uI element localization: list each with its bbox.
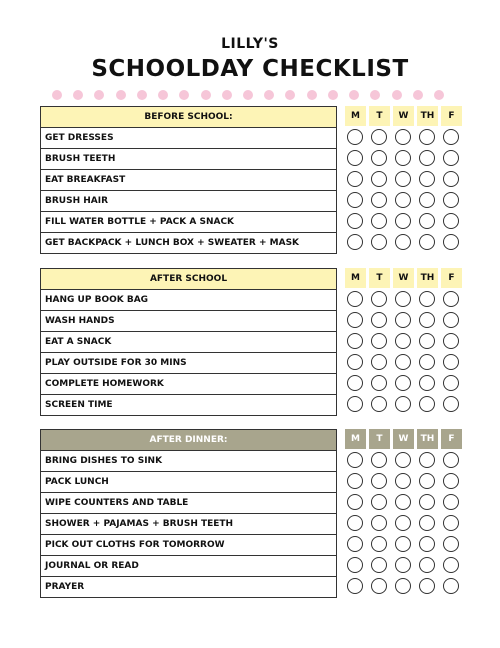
task-label: EAT A SNACK <box>40 331 337 352</box>
task-label: PLAY OUTSIDE FOR 30 MINS <box>40 352 337 373</box>
day-header-w: W <box>393 268 414 288</box>
day-header-f: F <box>441 268 462 288</box>
task-label: GET DRESSES <box>40 127 337 148</box>
decorative-dot <box>392 90 402 100</box>
checkbox-circle-t[interactable] <box>371 557 387 573</box>
checkbox-circle-f[interactable] <box>443 557 459 573</box>
checkbox-circle-m[interactable] <box>347 234 363 250</box>
checkbox-circle-t[interactable] <box>371 312 387 328</box>
decorative-dot <box>285 90 295 100</box>
checkbox-circle-f[interactable] <box>443 515 459 531</box>
checkbox-circle-f[interactable] <box>443 213 459 229</box>
day-header-th: TH <box>417 268 438 288</box>
checkbox-circle-f[interactable] <box>443 171 459 187</box>
checkbox-circle-w[interactable] <box>395 213 411 229</box>
checkbox-circle-t[interactable] <box>371 213 387 229</box>
checkbox-circle-f[interactable] <box>443 312 459 328</box>
checkbox-circle-w[interactable] <box>395 396 411 412</box>
checkbox-circle-m[interactable] <box>347 354 363 370</box>
section-after-dinner <box>40 429 462 597</box>
day-header-w: W <box>393 106 414 126</box>
checkbox-circle-t[interactable] <box>371 452 387 468</box>
checkbox-circle-th[interactable] <box>419 354 435 370</box>
checkbox-circle-f[interactable] <box>443 473 459 489</box>
decorative-dot <box>179 90 189 100</box>
decorative-dot <box>264 90 274 100</box>
task-label: PICK OUT CLOTHS FOR TOMORROW <box>40 534 337 555</box>
checkbox-circle-t[interactable] <box>371 536 387 552</box>
section-header <box>40 268 462 289</box>
decorative-dot <box>434 90 444 100</box>
task-label: GET BACKPACK + LUNCH BOX + SWEATER + MASK <box>40 232 337 254</box>
checkbox-circle-t[interactable] <box>371 396 387 412</box>
checkbox-circle-m[interactable] <box>347 192 363 208</box>
checkbox-circle-th[interactable] <box>419 515 435 531</box>
task-row <box>40 331 462 352</box>
checkbox-circle-m[interactable] <box>347 557 363 573</box>
task-row <box>40 555 462 576</box>
task-row <box>40 450 462 471</box>
task-row <box>40 352 462 373</box>
section-title: AFTER SCHOOL <box>40 268 337 289</box>
checkbox-circle-th[interactable] <box>419 312 435 328</box>
task-label: PRAYER <box>40 576 337 598</box>
checkbox-circle-th[interactable] <box>419 557 435 573</box>
task-label: BRING DISHES TO SINK <box>40 450 337 471</box>
checkbox-circle-t[interactable] <box>371 515 387 531</box>
checkbox-circle-m[interactable] <box>347 452 363 468</box>
checkbox-circle-m[interactable] <box>347 396 363 412</box>
task-label: EAT BREAKFAST <box>40 169 337 190</box>
checkbox-circle-th[interactable] <box>419 473 435 489</box>
checkbox-circle-w[interactable] <box>395 192 411 208</box>
checkbox-circle-th[interactable] <box>419 375 435 391</box>
checkbox-circle-m[interactable] <box>347 291 363 307</box>
section-before-school <box>40 106 462 253</box>
checkbox-circle-m[interactable] <box>347 375 363 391</box>
checkbox-circle-f[interactable] <box>443 333 459 349</box>
checkbox-circle-th[interactable] <box>419 234 435 250</box>
day-header-w: W <box>393 429 414 449</box>
decorative-dot <box>222 90 232 100</box>
section-title: BEFORE SCHOOL: <box>40 106 337 127</box>
decorative-dot <box>349 90 359 100</box>
checkbox-circle-t[interactable] <box>371 150 387 166</box>
checkbox-circle-t[interactable] <box>371 494 387 510</box>
checkbox-circle-f[interactable] <box>443 578 459 594</box>
task-label: WIPE COUNTERS AND TABLE <box>40 492 337 513</box>
task-label: HANG UP BOOK BAG <box>40 289 337 310</box>
checkbox-circle-f[interactable] <box>443 396 459 412</box>
decorative-dot <box>413 90 423 100</box>
task-row <box>40 492 462 513</box>
checkbox-circle-f[interactable] <box>443 150 459 166</box>
checkbox-circle-t[interactable] <box>371 171 387 187</box>
checkbox-circle-t[interactable] <box>371 375 387 391</box>
checkbox-circle-w[interactable] <box>395 312 411 328</box>
checkbox-circle-w[interactable] <box>395 557 411 573</box>
checkbox-circle-m[interactable] <box>347 213 363 229</box>
section-header <box>40 106 462 127</box>
checkbox-circle-w[interactable] <box>395 578 411 594</box>
checkbox-circle-m[interactable] <box>347 536 363 552</box>
day-header-m: M <box>345 429 366 449</box>
decorative-dot <box>243 90 253 100</box>
day-header-m: M <box>345 268 366 288</box>
decorative-dot-row <box>52 90 444 100</box>
checkbox-circle-w[interactable] <box>395 234 411 250</box>
decorative-dot <box>94 90 104 100</box>
checkbox-circle-th[interactable] <box>419 452 435 468</box>
task-row <box>40 169 462 190</box>
section-title: AFTER DINNER: <box>40 429 337 450</box>
task-label: FILL WATER BOTTLE + PACK A SNACK <box>40 211 337 232</box>
checkbox-circle-m[interactable] <box>347 515 363 531</box>
decorative-dot <box>328 90 338 100</box>
decorative-dot <box>116 90 126 100</box>
checkbox-circle-t[interactable] <box>371 129 387 145</box>
checklist-name: LILLY'S <box>221 36 279 52</box>
day-header-th: TH <box>417 429 438 449</box>
decorative-dot <box>73 90 83 100</box>
task-label: WASH HANDS <box>40 310 337 331</box>
checkbox-circle-w[interactable] <box>395 375 411 391</box>
task-row <box>40 289 462 310</box>
checkbox-circle-th[interactable] <box>419 536 435 552</box>
checkbox-circle-th[interactable] <box>419 129 435 145</box>
task-row <box>40 127 462 148</box>
checkbox-circle-w[interactable] <box>395 536 411 552</box>
checkbox-circle-m[interactable] <box>347 150 363 166</box>
task-row <box>40 190 462 211</box>
task-row <box>40 576 462 597</box>
checkbox-circle-t[interactable] <box>371 192 387 208</box>
checkbox-circle-w[interactable] <box>395 515 411 531</box>
checkbox-circle-th[interactable] <box>419 213 435 229</box>
task-label: JOURNAL OR READ <box>40 555 337 576</box>
checkbox-circle-w[interactable] <box>395 494 411 510</box>
day-header-t: T <box>369 268 390 288</box>
checkbox-circle-th[interactable] <box>419 396 435 412</box>
day-header-t: T <box>369 106 390 126</box>
task-label: PACK LUNCH <box>40 471 337 492</box>
checkbox-circle-th[interactable] <box>419 291 435 307</box>
page-title: SCHOOLDAY CHECKLIST <box>91 56 409 82</box>
checkbox-circle-m[interactable] <box>347 494 363 510</box>
checkbox-circle-f[interactable] <box>443 536 459 552</box>
decorative-dot <box>307 90 317 100</box>
task-row <box>40 534 462 555</box>
decorative-dot <box>137 90 147 100</box>
checkbox-circle-w[interactable] <box>395 129 411 145</box>
checkbox-circle-th[interactable] <box>419 578 435 594</box>
task-row <box>40 513 462 534</box>
task-label: BRUSH HAIR <box>40 190 337 211</box>
checkbox-circle-t[interactable] <box>371 578 387 594</box>
checkbox-circle-t[interactable] <box>371 473 387 489</box>
checkbox-circle-t[interactable] <box>371 354 387 370</box>
checkbox-circle-m[interactable] <box>347 578 363 594</box>
checkbox-circle-f[interactable] <box>443 494 459 510</box>
task-label: SHOWER + PAJAMAS + BRUSH TEETH <box>40 513 337 534</box>
checkbox-circle-m[interactable] <box>347 312 363 328</box>
task-row <box>40 373 462 394</box>
section-after-school <box>40 268 462 415</box>
day-header-f: F <box>441 106 462 126</box>
task-label: BRUSH TEETH <box>40 148 337 169</box>
day-header-m: M <box>345 106 366 126</box>
checkbox-circle-f[interactable] <box>443 354 459 370</box>
decorative-dot <box>158 90 168 100</box>
checkbox-circle-th[interactable] <box>419 192 435 208</box>
checkbox-circle-m[interactable] <box>347 473 363 489</box>
checkbox-circle-w[interactable] <box>395 354 411 370</box>
decorative-dot <box>52 90 62 100</box>
checkbox-circle-m[interactable] <box>347 129 363 145</box>
checkbox-circle-th[interactable] <box>419 171 435 187</box>
checkbox-circle-w[interactable] <box>395 150 411 166</box>
decorative-dot <box>201 90 211 100</box>
checkbox-circle-m[interactable] <box>347 171 363 187</box>
checkbox-circle-m[interactable] <box>347 333 363 349</box>
checkbox-circle-f[interactable] <box>443 375 459 391</box>
checkbox-circle-th[interactable] <box>419 494 435 510</box>
day-header-f: F <box>441 429 462 449</box>
task-row <box>40 394 462 415</box>
task-label: SCREEN TIME <box>40 394 337 416</box>
checkbox-circle-t[interactable] <box>371 291 387 307</box>
checkbox-circle-t[interactable] <box>371 234 387 250</box>
task-label: COMPLETE HOMEWORK <box>40 373 337 394</box>
checkbox-circle-w[interactable] <box>395 473 411 489</box>
day-header-th: TH <box>417 106 438 126</box>
checkbox-circle-t[interactable] <box>371 333 387 349</box>
checkbox-circle-w[interactable] <box>395 333 411 349</box>
checkbox-circle-f[interactable] <box>443 452 459 468</box>
checkbox-circle-w[interactable] <box>395 452 411 468</box>
task-row <box>40 211 462 232</box>
task-row <box>40 148 462 169</box>
task-row <box>40 310 462 331</box>
section-header <box>40 429 462 450</box>
task-row <box>40 471 462 492</box>
checkbox-circle-w[interactable] <box>395 291 411 307</box>
task-row <box>40 232 462 253</box>
checkbox-circle-f[interactable] <box>443 129 459 145</box>
day-header-t: T <box>369 429 390 449</box>
checkbox-circle-th[interactable] <box>419 333 435 349</box>
decorative-dot <box>370 90 380 100</box>
checkbox-circle-f[interactable] <box>443 291 459 307</box>
checkbox-circle-f[interactable] <box>443 192 459 208</box>
checkbox-circle-th[interactable] <box>419 150 435 166</box>
checkbox-circle-f[interactable] <box>443 234 459 250</box>
checkbox-circle-w[interactable] <box>395 171 411 187</box>
